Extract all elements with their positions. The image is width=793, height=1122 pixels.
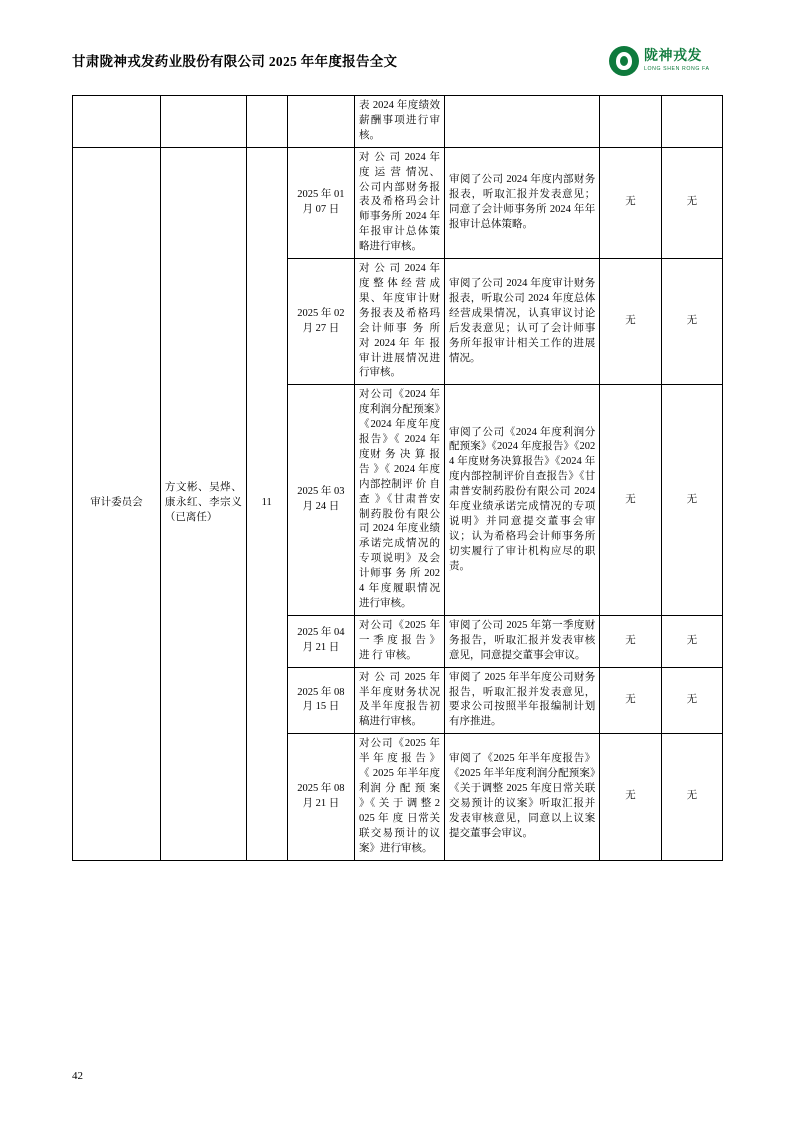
cell-date: 2025 年 02 月 27 日 <box>287 259 354 385</box>
cell-matter: 对 公 司 2024 年度整体经营成果、年度审计财务报表及希格玛会计师事 务 所 对 2024 年 年 报审计进展情况进行审核。 <box>355 259 445 385</box>
cell-matter: 对公司《2025 年 一 季 度 报 告 》进 行 审核。 <box>355 615 445 667</box>
table-row <box>73 96 723 148</box>
cell-committee-members: 方文彬、吴烨、康永红、李宗义（已离任） <box>160 147 246 860</box>
page-title: 甘肃陇神戎发药业股份有限公司 2025 年年度报告全文 <box>72 54 398 69</box>
logo-pinyin-name: LONG SHEN RONG FA <box>644 65 710 72</box>
cell-date: 2025 年 04 月 21 日 <box>287 615 354 667</box>
cell-opinion: 审阅了《2025 年半年度报告》《2025 年半年度利润分配预案》《关于调整 2025 年度日常关联交易预计的议案》听取汇报并发表审核意见，同意以上议案提交董事会审议。 <box>444 734 599 860</box>
cell-other: 无 <box>661 147 722 258</box>
logo-text <box>644 50 710 72</box>
cell-opinion-continued <box>444 96 599 148</box>
cell-date-continued <box>287 96 354 148</box>
cell-objection: 无 <box>600 615 661 667</box>
cell-objection-continued <box>600 96 661 148</box>
cell-other: 无 <box>661 667 722 734</box>
cell-matter-continued: 表 2024 年度绩效薪酬事项进行审核。 <box>355 96 445 148</box>
cell-other: 无 <box>661 734 722 860</box>
cell-matter: 对 公 司 2025 年半年度财务状况及半年度报告初稿进行审核。 <box>355 667 445 734</box>
logo-emblem-icon <box>609 46 639 76</box>
cell-opinion: 审阅了 2025 年半年度公司财务报告，听取汇报并发表意见，要求公司按照半年报编制计划有序推进。 <box>444 667 599 734</box>
cell-date: 2025 年 01 月 07 日 <box>287 147 354 258</box>
cell-members-continued <box>160 96 246 148</box>
cell-objection: 无 <box>600 147 661 258</box>
page-number: 42 <box>72 1070 83 1082</box>
cell-other: 无 <box>661 385 722 616</box>
cell-committee-name: 审计委员会 <box>73 147 161 860</box>
cell-other: 无 <box>661 259 722 385</box>
cell-opinion: 审阅了公司 2025 年第一季度财务报告，听取汇报并发表审核意见，同意提交董事会审议。 <box>444 615 599 667</box>
cell-other: 无 <box>661 615 722 667</box>
cell-matter: 对 公 司 2024 年 度 运 营 情况、公司内部财务报表及希格玛会计师事务所 2024 年年报审计总体策略进行审核。 <box>355 147 445 258</box>
document-header <box>0 0 793 90</box>
audit-committee-table-wrapper <box>72 95 723 861</box>
audit-committee-table <box>72 95 723 861</box>
cell-committee-name-continued <box>73 96 161 148</box>
cell-matter: 对公司《2024 年度利润分配预案》《2024 年度年度报告》《 2024 年度财 务 决 算 报 告 》《 2024 年度内部控制评 价 自 查 》《甘肃普安制药股份有限公司 2024 年度业绩承诺完成情况的专项说明》及会计师事 务 所 2024 年度履职情况进行审核。 <box>355 385 445 616</box>
cell-count-continued <box>246 96 287 148</box>
cell-matter: 对公司《2025 年 半 年 度 报 告 》 《 2025 年半年度利润 分 配 预 案 》《 关 于 调 整 2025 年 度 日常关联交易预计的议案》进行审核。 <box>355 734 445 860</box>
cell-objection: 无 <box>600 734 661 860</box>
logo-chinese-name: 陇神戎发 <box>644 48 702 64</box>
cell-objection: 无 <box>600 259 661 385</box>
cell-date: 2025 年 08 月 15 日 <box>287 667 354 734</box>
cell-opinion: 审阅了公司 2024 年度内部财务报表，听取汇报并发表意见；同意了会计师事务所 2024 年年报审计总体策略。 <box>444 147 599 258</box>
company-logo <box>609 44 727 78</box>
cell-opinion: 审阅了公司《2024 年度利润分配预案》《2024 年度报告》《2024 年度财务决算报告》《2024 年度内部控制评价自查报告》《甘肃普安制药股份有限公司 2024 年度业绩承诺完成情况的专项说明》并同意提交董事会审议；认为希格玛会计师事务所切实履行了审计机构应尽的职责。 <box>444 385 599 616</box>
cell-date: 2025 年 08 月 21 日 <box>287 734 354 860</box>
cell-objection: 无 <box>600 385 661 616</box>
table-row <box>73 147 723 258</box>
cell-opinion: 审阅了公司 2024 年度审计财务报表，听取公司 2024 年度总体经营成果情况，认真审议讨论后发表意见；认可了会计师事务所年报审计相关工作的进展情况。 <box>444 259 599 385</box>
cell-meeting-count: 11 <box>246 147 287 860</box>
cell-other-continued <box>661 96 722 148</box>
cell-date: 2025 年 03 月 24 日 <box>287 385 354 616</box>
cell-objection: 无 <box>600 667 661 734</box>
